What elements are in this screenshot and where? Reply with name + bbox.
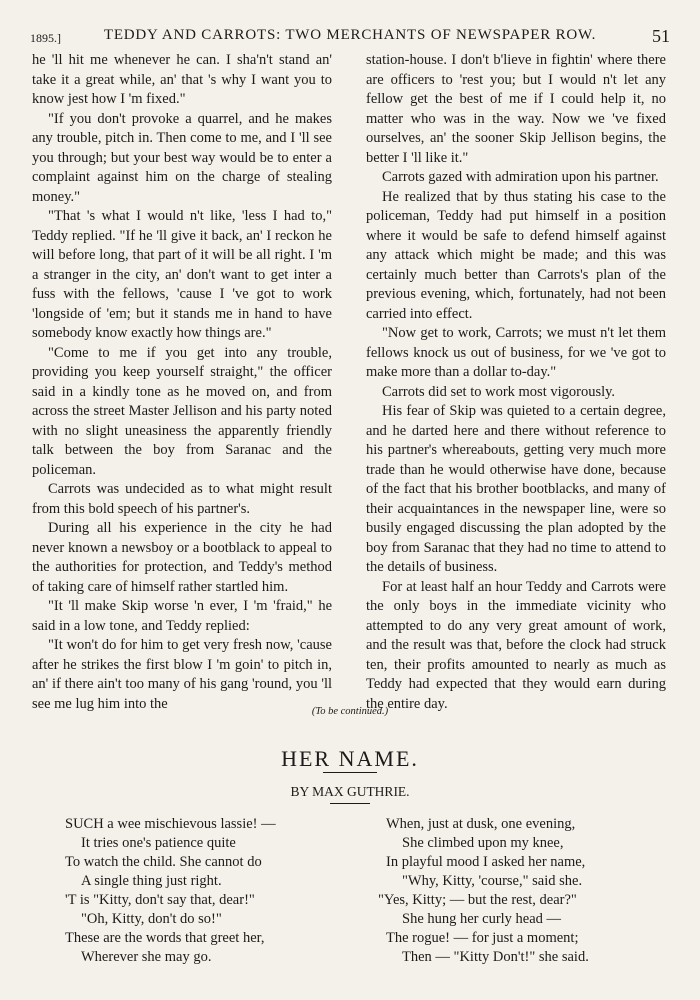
verse-line: She hung her curly head — [402,911,562,927]
story-column-left [32,51,332,714]
paragraph: station-house. I don't b'lieve in fightin' where there are officers to 'rest you; but I would n't let any fellow get the best of me if I could help it, no matter who was in the way. Now we 've fixed ourselves, an' the sooner Skip Jellison begins, the better I 'll like it." [366,52,666,166]
story-column-right [366,51,666,714]
verse-line: To watch the child. She cannot do [65,854,262,870]
running-header [30,26,670,50]
byline-rule [330,803,370,804]
paragraph: Carrots was undecided as to what might result from this bold speech of his partner's. [32,481,332,517]
poem-title: HER NAME. [281,746,419,771]
paragraph: For at least half an hour Teddy and Carrots were the only boys in the immediate vicinity who attempted to do any very great amount of work, and the result was that, before the clock had struck ten, their profits amounted to nearly as much as Teddy had expected that they would earn during the entire day. [366,578,666,712]
paragraph: Carrots gazed with admiration upon his partner. [382,169,659,185]
paragraph: "Now get to work, Carrots; we must n't let them fellows knock us out of business, for we 've got to make more than a dollar to-day." [366,325,666,380]
page-number: 51 [652,26,670,46]
verse-line: "Why, Kitty, 'course," said she. [402,873,583,889]
verse-line: When, just at dusk, one evening, [386,816,576,832]
poem-byline: BY MAX GUTHRIE. [290,784,410,799]
verse-line: 'T is "Kitty, don't say that, dear!" [65,892,255,908]
paragraph: His fear of Skip was quieted to a certain degree, and he darted here and there without reference to his partner's whereabouts, getting very much more trade than he would otherwise have done, because of the fact that his brother bootblacks, and many of their acquaintances in the newspaper line, were so busily engaged discussing the plan adopted by the boy from Saranac that they had no time to attend to the details of business. [366,403,666,575]
verse-line: "Yes, Kitty; — but the rest, dear?" [378,892,577,908]
header-title: TEDDY AND CARROTS: TWO MERCHANTS OF NEWSPAPER ROW. [103,27,597,43]
verse-line: She climbed upon my knee, [402,835,564,851]
to-be-continued: (To be continued.) [311,706,389,717]
verse-line: The rogue! — for just a moment; [386,930,579,946]
verse-line: In playful mood I asked her name, [386,854,586,870]
title-rule [323,772,377,773]
verse-line: These are the words that greet her, [65,930,265,946]
paragraph: "It 'll make Skip worse 'n ever, I 'm 'fraid," he said in a low tone, and Teddy replied: [32,598,332,634]
verse-line: "Oh, Kitty, don't do so!" [81,911,222,927]
verse-line: SUCH a wee mischievous lassie! — [65,816,276,832]
poem-stanza-right [370,815,589,967]
paragraph: Carrots did set to work most vigorously. [382,383,616,400]
paragraph: He realized that by thus stating his case to the policeman, Teddy had put himself in a position where it would be safe to defend himself against any attack which might be made; and this was certainly much better than Carrots's plan of the previous evening, which, fortunately, had not been carried into effect. [366,188,666,322]
poem-stanza-left [65,815,276,967]
paragraph: "That 's what I would n't like, 'less I had to," Teddy replied. "If he 'll give it back, an' I reckon he will before long, that part of it will be all right. I 'm a stranger in the city, an' don't want to get inter a fuss with the fellows, 'cause I 've got to work 'longside of 'em; but it stands me in hand to have somebody know exactly how things are." [32,208,332,341]
paragraph: he 'll hit me whenever he can. I sha'n't stand an' take it a great while, an' that 's why I want you to know jest how I 'm fixed." [32,52,332,107]
verse-line: It tries one's patience quite [81,835,236,851]
verse-line: Wherever she may go. [81,949,212,965]
verse-line: Then — "Kitty Don't!" she said. [402,949,589,965]
header-date: 1895.] [30,31,61,45]
paragraph: During all his experience in the city he had never known a newsboy or a bootblack to appeal to the authorities for protection, and Teddy's method of taking care of himself rather startled him. [32,520,332,595]
verse-line: A single thing just right. [81,873,222,889]
paragraph: "Come to me if you get into any trouble, providing you keep yourself straight," the officer said in a kindly tone as he moved on, and from across the street Master Jellison and his party noted with no slight uneasiness the apparently friendly talk between the boy from Saranac and the policeman. [32,344,332,478]
paragraph: "If you don't provoke a quarrel, and he makes any trouble, pitch in. Then come to me, and I 'll see you through; but your best way would be to enter a complaint against him on the charge of stealing money." [32,110,332,205]
paragraph: "It won't do for him to get very fresh now, 'cause after he strikes the first blow I 'm goin' to pitch in, an' if there ain't too many of his gang 'round, you 'll see me lug him into the [32,637,332,712]
